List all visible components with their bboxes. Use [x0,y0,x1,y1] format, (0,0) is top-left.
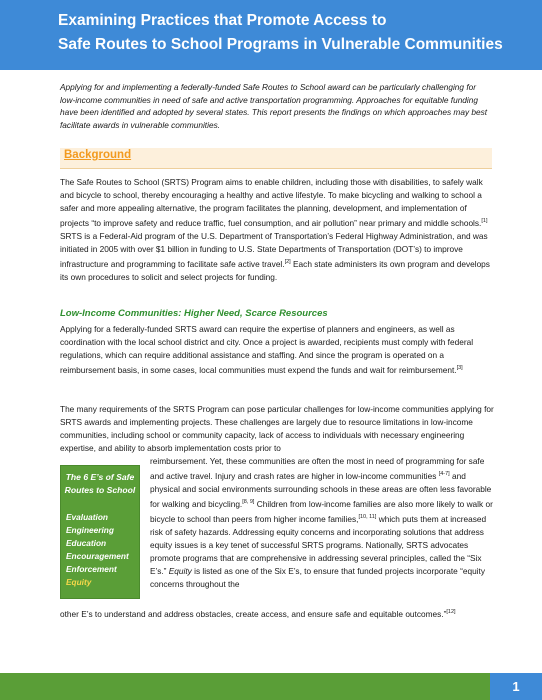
background-text-3: Each state administers its own program and develops its own procedures to solicit and select projects for funding. [60,258,490,282]
equity-emphasis: Equity [168,566,192,577]
citation: [4-7] [438,471,450,478]
wrapped-text-3: Children from low-income families are also more likely to walk or bicycle to school than peers from higher income families, [150,498,493,524]
intro-paragraph: Applying for and implementing a federally-funded Safe Routes to School award can be particularly challenging for low-income communities in need of safe and active transportation programming. Approaches for equitable funding have been identified and adopted by several states. This report presents the findings on which approaches may best facilitate awards in vulnerable communities. [60,82,488,130]
background-heading: Background [64,149,132,161]
wrapped-text-5: is listed as one of the Six E’s, to ensure that funded projects incorporate “equity concerns throughout the [150,566,485,590]
wrapped-text-4: which puts them at increased risk of safety hazards. Addressing equity concerns and incorporating solutions that address equity issues is a key tenet of successful SRTS programs. Nationally, SRTS advocates promote programs that are comprehensive in addressing several principles, called the “Six E’s.” [150,513,487,577]
low-income-paragraph-2-intro: The many requirements of the SRTS Program can pose particular challenges for low-income communities applying for SRTS awards and implementing projects. These challenges are largely due to resource limitations in low-income communities, including school or community capacity, lack of access to individuals with necessary engineering expertise, and ability to absorb implementation costs prior to [60,404,494,453]
footer-bar [0,673,542,700]
list-item-equity: Equity [66,577,92,587]
citation: [2] [284,258,291,265]
citation: [10, 11] [358,513,377,520]
wrapped-text-2: and physical and social environments surrounding schools in these areas are often less favorable for walking and bicycling. [150,470,492,509]
low-income-paragraph-2-wrapped [150,455,495,591]
list-item: Engineering [66,525,114,535]
citation: [3] [456,365,463,371]
header-banner [0,0,542,70]
low-income-paragraph-2-tail [60,606,496,621]
wrapped-text-1: reimbursement. Yet, these communities are often the most in need of programming for safe and active travel. Injury and crash rates are higher in low-income communities [150,456,485,481]
title-line-1: Examining Practices that Promote Access to [58,12,387,29]
page-number: 1 [490,673,542,700]
background-heading-bar [60,148,492,169]
citation: [1] [481,218,488,224]
list-item: Education [66,538,107,548]
background-paragraph [60,176,496,284]
low-income-text-1: Applying for a federally-funded SRTS award can require the expertise of planners and engineers, as well as coordination with the local school district and city. Once a project is awarded, recipients must comply with federal regulations, which can require additional assistance and staffing. And since the program is operated on a reimbursement basis, in some cases, local communities must expend the funds and wait for reimbursement. [60,324,474,375]
background-text-2: SRTS is a Federal-Aid program of the U.S. Department of Transportation’s Federal Highway Administration, and was initiated in 2005 with over $1 billion in funding to U.S. State Departments of Transportation (DOT’s) to improve infrastructure and programming to facilitate safe active travel. [60,230,488,269]
background-text-1: The Safe Routes to School (SRTS) Program aims to enable children, including those with disabilities, to safely walk and bicycle to school, thereby encouraging a healthy and active lifestyle. To make bicycling and walking to school a safer and more appealing alternative, the program facilitates the planning, development, and implementation of projects “to improve safety and reduce traffic, fuel consumption, and air pollution” near primary and middle schools. [60,177,483,228]
low-income-subheading: Low-Income Communities: Higher Need, Scarce Resources [60,308,328,319]
sidebar-title: The 6 E’s of Safe Routes to School [64,472,136,495]
list-item: Evaluation [66,512,108,522]
list-item: Enforcement [66,564,117,574]
list-item: Encouragement [66,551,129,561]
low-income-paragraph-1 [60,323,496,377]
citation: [8, 9] [242,499,255,506]
six-es-sidebar [60,465,140,599]
tail-text: other E’s to understand and address obstacles, create access, and ensure safe and equitable outcomes.” [60,608,447,619]
title-line-2: Safe Routes to School Programs in Vulnerable Communities [58,36,503,53]
citation: [12] [446,609,456,615]
page-title [58,9,528,57]
six-es-list [66,511,129,589]
